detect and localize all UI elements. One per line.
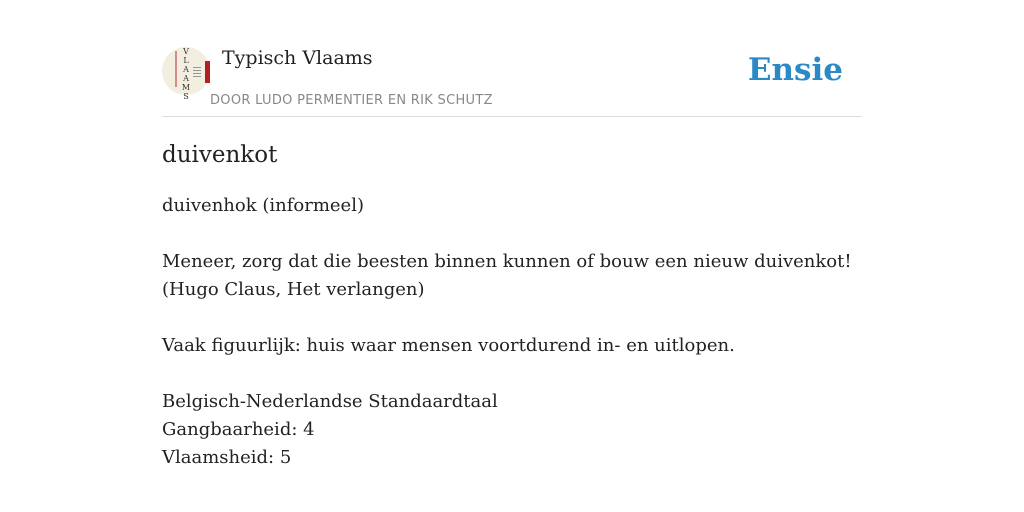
book-authors: DOOR LUDO PERMENTIER EN RIK SCHUTZ	[210, 93, 493, 108]
entry-word: duivenkot	[162, 142, 278, 168]
cover-red-band	[205, 61, 210, 83]
entry-content	[162, 140, 862, 472]
book-cover-avatar[interactable]	[162, 47, 210, 101]
entry-figurative-note: Vaak figuurlijk: huis waar mensen voortdurend in- en uitlopen.	[162, 335, 735, 356]
header	[162, 0, 862, 117]
entry-definition: duivenhok (informeel)	[162, 195, 364, 216]
book-title[interactable]: Typisch Vlaams	[222, 47, 373, 69]
ensie-logo-link[interactable]: Ensie	[747, 52, 843, 88]
cover-decoration	[175, 51, 177, 87]
entry-example-source: (Hugo Claus, Het verlangen)	[162, 279, 425, 300]
paragraph-gap	[162, 304, 862, 332]
entry-body	[162, 192, 862, 472]
cover-lettering: V L A A M S	[181, 47, 191, 101]
entry-example-quote: Meneer, zorg dat die beesten binnen kunnen of bouw een nieuw duivenkot!	[162, 251, 852, 272]
paragraph-gap	[162, 220, 862, 248]
paragraph-gap	[162, 360, 862, 388]
entry-register: Belgisch-Nederlandse Standaardtaal	[162, 391, 498, 412]
entry-gangbaarheid: Gangbaarheid: 4	[162, 419, 315, 440]
entry-vlaamsheid: Vlaamsheid: 5	[162, 447, 292, 468]
cover-text-lines	[193, 67, 201, 68]
